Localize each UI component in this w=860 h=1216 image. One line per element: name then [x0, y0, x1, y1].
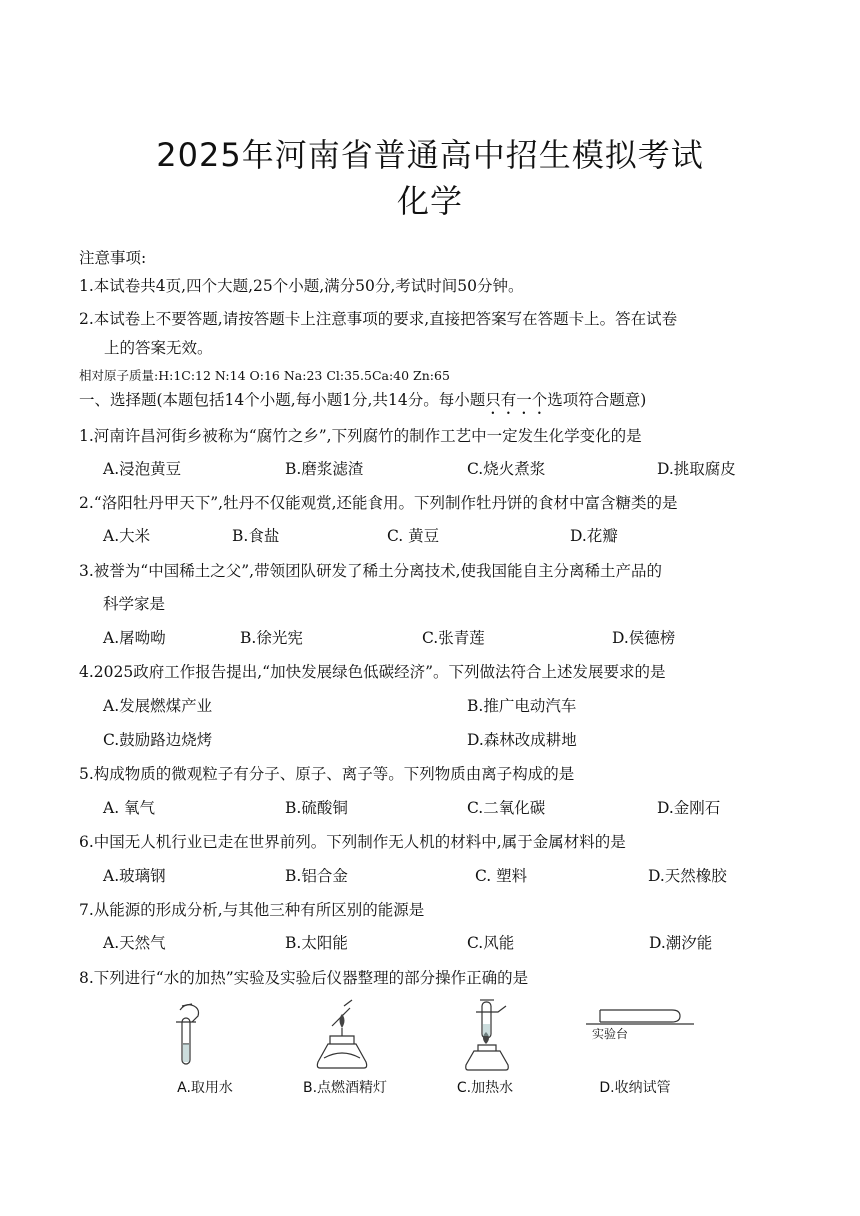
question-2-option-c: C. 黄豆	[387, 527, 440, 545]
alcohol-lamp-icon	[280, 998, 410, 1076]
question-2-option-a: A.大米	[103, 527, 151, 545]
question-3-options	[103, 628, 763, 648]
question-8-figures	[140, 998, 700, 1108]
question-1-option-a: A.浸泡黄豆	[103, 460, 182, 478]
question-6-stem: 6.中国无人机行业已走在世界前列。下列制作无人机的材料中,属于金属材料的是	[79, 833, 626, 851]
question-5-option-b: B.硫酸铜	[285, 799, 348, 817]
question-2-stem: 2.“洛阳牡丹甲天下”,牡丹不仅能观赏,还能食用。下列制作牡丹饼的食材中富含糖类的是	[79, 494, 678, 512]
notice-item-2-cont: 上的答案无效。	[104, 339, 213, 357]
question-3-option-c: C.张青莲	[422, 629, 485, 647]
question-2-options	[103, 526, 763, 546]
question-2-option-b: B.食盐	[232, 527, 280, 545]
question-5-option-c: C.二氧化碳	[467, 799, 546, 817]
figure-b-caption: B.点燃酒精灯	[302, 1080, 388, 1096]
question-6-option-c: C. 塑料	[475, 867, 528, 885]
figure-b	[280, 998, 410, 1108]
subject-title: 化学	[396, 182, 463, 220]
notice-item-1: 1.本试卷共4页,四个大题,25个小题,满分50分,考试时间50分钟。	[79, 277, 524, 295]
question-3-stem: 3.被誉为“中国稀土之父”,带领团队研发了稀土分离技术,使我国能自主分离稀土产品的	[79, 562, 662, 580]
question-7-option-b: B.太阳能	[285, 934, 348, 952]
question-1-option-c: C.烧火煮浆	[467, 460, 546, 478]
question-6-option-a: A.玻璃钢	[103, 867, 166, 885]
figure-c	[420, 998, 550, 1108]
question-3-option-a: A.屠呦呦	[103, 629, 166, 647]
section-1-heading	[79, 390, 646, 418]
question-2-option-d: D.花瓣	[570, 527, 618, 545]
question-3-option-b: B.徐光宪	[240, 629, 303, 647]
figure-d-caption: D.收纳试管	[599, 1080, 671, 1096]
question-7-option-d: D.潮汐能	[649, 934, 713, 952]
question-4-option-c: C.鼓励路边烧烤	[103, 731, 213, 749]
question-6-option-b: B.铝合金	[285, 867, 348, 885]
test-tube-bench-icon	[570, 998, 700, 1076]
question-5-option-d: D.金刚石	[657, 799, 721, 817]
question-4-options-row1	[103, 696, 763, 716]
figure-d	[570, 998, 700, 1108]
notice-heading: 注意事项:	[79, 249, 147, 267]
question-1-option-d: D.挑取腐皮	[657, 460, 736, 478]
question-5-options	[103, 798, 763, 818]
question-1-stem: 1.河南许昌河街乡被称为“腐竹之乡”,下列腐竹的制作工艺中一定发生化学变化的是	[79, 427, 642, 445]
figure-c-caption: C.加热水	[456, 1080, 514, 1096]
notice-item-2: 2.本试卷上不要答题,请按答题卡上注意事项的要求,直接把答案写在答题卡上。答在试卷	[79, 310, 678, 328]
question-4-option-b: B.推广电动汽车	[467, 697, 577, 715]
question-6-option-d: D.天然橡胶	[648, 867, 727, 885]
question-4-option-d: D.森林改成耕地	[467, 731, 577, 749]
question-5-option-a: A. 氧气	[103, 799, 156, 817]
figure-a	[140, 998, 270, 1108]
section-1-emphasis: 只有一个	[485, 391, 548, 409]
question-6-options	[103, 866, 763, 886]
section-1-prefix: 一、选择题(本题包括14个小题,每小题1分,共14分。每小题	[79, 391, 486, 409]
test-tube-hand-icon	[140, 998, 270, 1076]
question-4-stem: 4.2025政府工作报告提出,“加快发展绿色低碳经济”。下列做法符合上述发展要求的是	[79, 663, 666, 681]
question-7-option-c: C.风能	[467, 934, 515, 952]
question-7-stem: 7.从能源的形成分析,与其他三种有所区别的能源是	[79, 901, 425, 919]
question-7-option-a: A.天然气	[103, 934, 166, 952]
question-7-options	[103, 933, 763, 953]
question-4-options-row2	[103, 730, 763, 750]
question-5-stem: 5.构成物质的微观粒子有分子、原子、离子等。下列物质由离子构成的是	[79, 765, 575, 783]
question-1-options	[103, 459, 763, 479]
section-1-suffix: 选项符合题意)	[547, 391, 647, 409]
question-1-option-b: B.磨浆滤渣	[285, 460, 364, 478]
bench-label: 实验台	[592, 1027, 629, 1041]
figure-a-caption: A.取用水	[177, 1080, 233, 1096]
atomic-masses: 相对原子质量:H:1C:12 N:14 O:16 Na:23 Cl:35.5Ca:40 Zn:65	[79, 368, 450, 383]
heating-test-tube-icon	[420, 998, 550, 1076]
question-8-stem: 8.下列进行“水的加热”实验及实验后仪器整理的部分操作正确的是	[79, 969, 529, 987]
question-3-option-d: D.侯德榜	[612, 629, 676, 647]
exam-title: 2025年河南省普通高中招生模拟考试	[156, 136, 704, 174]
question-3-stem-cont: 科学家是	[103, 595, 166, 613]
question-4-option-a: A.发展燃煤产业	[103, 697, 213, 715]
